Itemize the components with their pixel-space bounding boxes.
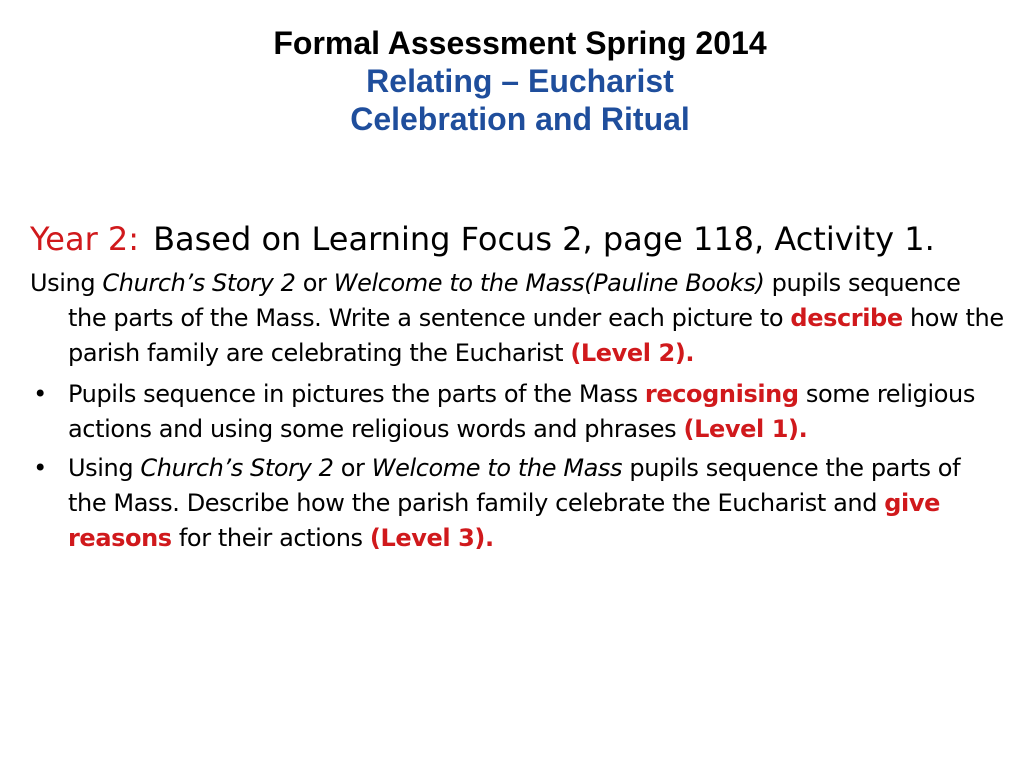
- intro-text-4: how the parish family are celebrating the Eucharist: [68, 304, 1004, 367]
- bullet-item-level-3: [30, 451, 1005, 556]
- intro-keyword-describe: describe: [790, 304, 903, 332]
- intro-text-1: Using: [30, 269, 103, 297]
- bullet-1-keyword: recognising: [644, 380, 799, 408]
- bullet-1-text-2: some religious actions and using some religious words and phrases: [68, 380, 975, 443]
- bullet-2-book-title-1: Church’s Story 2: [140, 454, 334, 482]
- title-line-1: Formal Assessment Spring 2014: [273, 25, 767, 61]
- bullet-2-text-2: or: [333, 454, 372, 482]
- title-line-2: Relating – Eucharist: [366, 63, 674, 99]
- bullet-2-text-4: for their actions: [171, 524, 370, 552]
- bullet-icon: •: [33, 380, 47, 408]
- year-text: Based on Learning Focus 2, page 118, Activity 1.: [153, 220, 935, 258]
- bullet-2-book-title-2: Welcome to the Mass: [371, 454, 623, 482]
- bullet-list: [30, 377, 1005, 556]
- intro-book-title-1: Church’s Story 2: [102, 269, 296, 297]
- bullet-2-text-3: pupils sequence the parts of the Mass. Describe how the parish family celebrate the Eucharist and: [68, 454, 961, 517]
- year-label: Year 2:: [30, 220, 140, 258]
- intro-level-label: (Level 2).: [570, 339, 695, 367]
- bullet-2-level-label: (Level 3).: [369, 524, 494, 552]
- intro-book-title-2: Welcome to the Mass(Pauline Books): [333, 269, 765, 297]
- bullet-1-level-label: (Level 1).: [683, 415, 808, 443]
- slide-body: [30, 216, 1005, 560]
- bullet-2-text-1: Using: [68, 454, 141, 482]
- bullet-1-text-1: Pupils sequence in pictures the parts of the Mass: [68, 380, 645, 408]
- bullet-2-keyword: give reasons: [68, 489, 941, 552]
- bullet-item-level-1: [30, 377, 1005, 447]
- bullet-icon: •: [33, 454, 47, 482]
- intro-text-2: or: [295, 269, 334, 297]
- intro-paragraph: [30, 266, 1005, 371]
- slide-title: [0, 24, 1024, 138]
- intro-text-3: pupils sequence the parts of the Mass. Write a sentence under each picture to: [68, 269, 961, 332]
- year-paragraph: [30, 216, 1005, 262]
- title-line-3: Celebration and Ritual: [350, 101, 690, 137]
